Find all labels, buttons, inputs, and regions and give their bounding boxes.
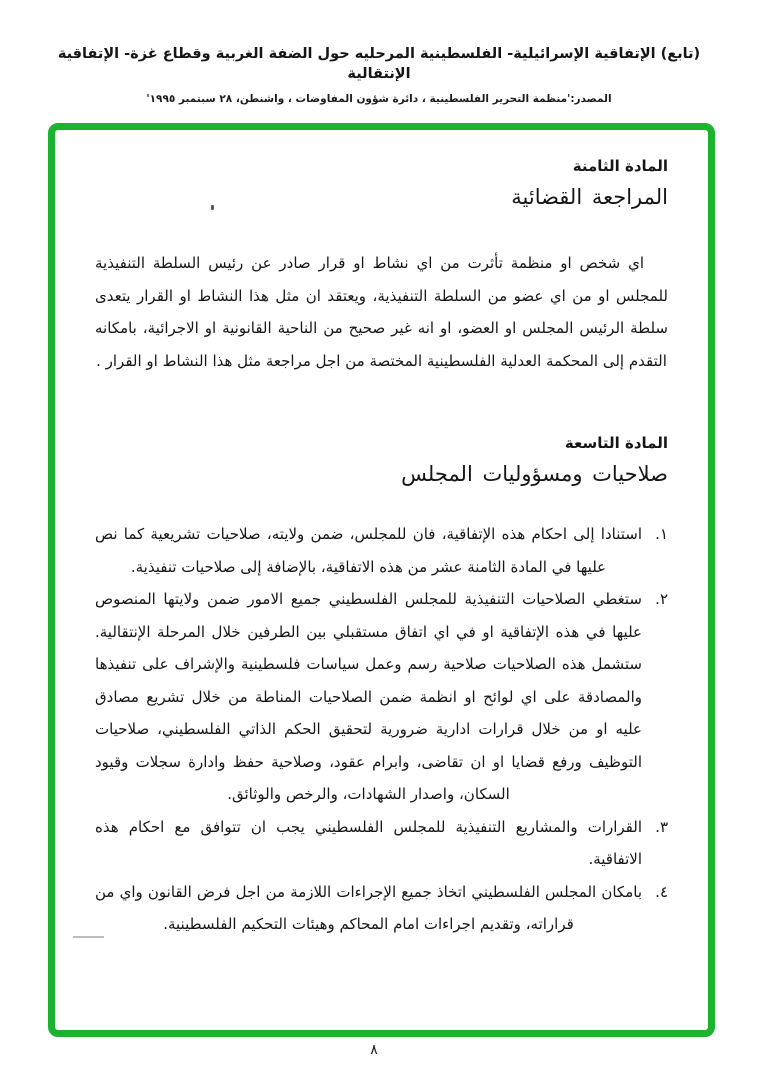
list-item (95, 876, 668, 941)
list-item-text: ستغطي الصلاحيات التنفيذية للمجلس الفلسطيني جميع الامور ضمن ولايتها المنصوص عليها في هذه الإتفاقية او في اي اتفاق مستقبلي بين الطرفين خلال المرحلة الإنتقالية. ستشمل هذه الصلاحيات صلاحية رسم وعمل سياسات فلسطينية والإشراف على تنفيذها والمصادقة على اي لوائح او انظمة ضمن الصلاحيات المناطة من خلال تشريع مصادق عليه او من خلال قرارات ادارية ضرورية لتحقيق الحكم الذاتي الفلسطيني، صلاحيات التوظيف ورفع قضايا او ان تقاضى، وابرام عقود، وصلاحية حفظ وادارة سجلات وقيود السكان، واصدار الشهادات، والرخص والوثائق. (95, 590, 642, 803)
article-8-section (95, 156, 668, 377)
list-item-text: استنادا إلى احكام هذه الإتفاقية، فان للمجلس، ضمن ولايته، صلاحيات تشريعية كما نص عليها في المادة الثامنة عشر من هذه الاتفاقية، بالإضافة إلى صلاحيات تنفيذية. (95, 525, 642, 576)
article-9-subtitle: صلاحيات ومسؤوليات المجلس (401, 462, 668, 486)
document-header (0, 44, 758, 105)
scan-artifact-dash (73, 936, 104, 938)
page-number: ٨ (370, 1042, 378, 1058)
list-item (95, 583, 668, 811)
list-item-number: ٤. (655, 882, 668, 901)
list-item-text: القرارات والمشاريع التنفيذية للمجلس الفلسطيني يجب ان تتوافق مع احكام هذه الاتفاقية. (95, 817, 642, 868)
list-item-number: ٢. (655, 590, 668, 608)
scan-artifact-dot (211, 205, 214, 210)
article-8-title: المادة الثامنة (572, 157, 668, 175)
article-9-list (95, 518, 668, 941)
document-content (55, 130, 708, 941)
list-item-text: بامكان المجلس الفلسطيني اتخاذ جميع الإجراءات اللازمة من اجل فرض القانون واي من قراراته، وتقديم اجراءات امام المحاكم وهيئات التحكيم الفلسطينية. (95, 882, 642, 933)
list-item (95, 518, 668, 583)
list-item-number: ١. (655, 525, 668, 543)
article-9-title: المادة التاسعة (564, 434, 668, 452)
document-source-line: المصدر:'منظمة التحرير الفلسطينية ، دائرة شؤون المفاوضات ، واشنطن، ٢٨ سبتمبر ١٩٩٥' (146, 93, 612, 105)
article-8-body: اي شخص او منظمة تأثرت من اي نشاط او قرار صادر عن رئيس السلطة التنفيذية للمجلس او من اي عضو من السلطة التنفيذية، ويعتقد ان مثل هذا النشاط او القرار يتعدى سلطة الرئيس المجلس او العضو، او انه غير صحيح من الناحية القانونية او الاجرائية، بامكانه التقدم إلى المحكمة العدلية الفلسطينية المختصة من اجل مراجعة مثل هذا النشاط او القرار . (95, 254, 668, 370)
list-item (95, 811, 668, 876)
list-item-number: ٣. (655, 817, 668, 836)
document-title: (تابع) الإتفاقية الإسرائيلية- الفلسطينية المرحليه حول الضفة الغربية وقطاع غزة- الإتفاقية الإنتقالية (57, 46, 701, 82)
article-8-subtitle: المراجعة القضائية (511, 185, 668, 209)
article-9-section (95, 433, 668, 941)
